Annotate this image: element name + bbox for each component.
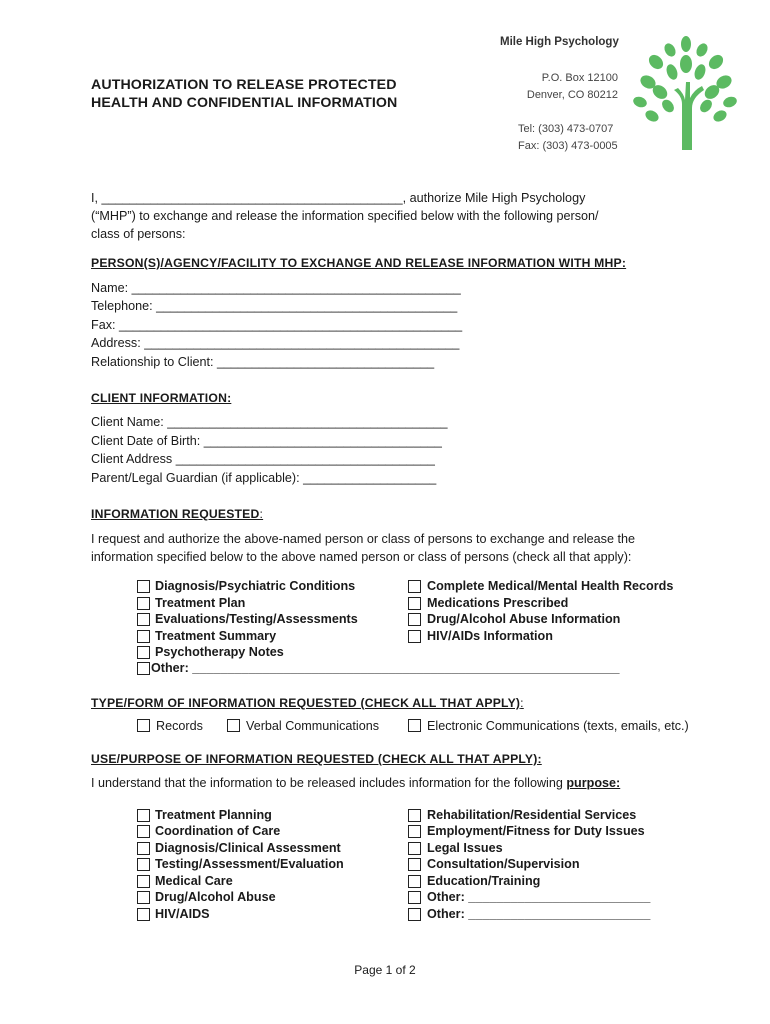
intro-line-1[interactable]: I, ___________________________________________, authorize Mile High Psychology [91, 191, 586, 205]
checkbox-treatment-plan[interactable] [137, 597, 150, 610]
info-para-line-2: information specified below to the above named person or class of persons (check all that apply): [91, 550, 632, 564]
option-label: Drug/Alcohol Abuse Information [427, 612, 621, 626]
po-box: P.O. Box 12100 [541, 72, 618, 84]
title-line-2: HEALTH AND CONFIDENTIAL INFORMATION [91, 95, 398, 111]
checkbox-diagnosis-clinical[interactable] [137, 842, 150, 855]
person-telephone-field[interactable]: Telephone: ___________________________________________ [91, 299, 458, 313]
checkbox-legal-issues[interactable] [408, 842, 421, 855]
option-label: Rehabilitation/Residential Services [427, 808, 637, 822]
guardian-field[interactable]: Parent/Legal Guardian (if applicable): ___________________ [91, 471, 437, 485]
use-purpose-paragraph [91, 776, 620, 790]
other-info-field[interactable]: Other: _____________________________________________________________ [151, 661, 620, 675]
checkbox-drug-alcohol-abuse[interactable] [137, 891, 150, 904]
client-heading: CLIENT INFORMATION: [91, 391, 232, 405]
title-line-1: AUTHORIZATION TO RELEASE PROTECTED [91, 77, 397, 93]
info-requested-colon: : [259, 507, 264, 521]
option-label: Education/Training [427, 874, 541, 888]
info-requested-paragraph [91, 530, 711, 566]
form-title [91, 76, 397, 112]
checkbox-verbal[interactable] [227, 719, 240, 732]
relationship-field[interactable]: Relationship to Client: _______________________________ [91, 355, 435, 369]
option-label: Diagnosis/Psychiatric Conditions [155, 579, 356, 593]
type-form-colon: : [520, 696, 524, 710]
option-label: Employment/Fitness for Duty Issues [427, 824, 645, 838]
client-dob-field[interactable]: Client Date of Birth: __________________________________ [91, 434, 442, 448]
option-label: Testing/Assessment/Evaluation [155, 857, 344, 871]
person-fax-field[interactable]: Fax: _________________________________________________ [91, 318, 463, 332]
option-label: Treatment Planning [155, 808, 272, 822]
checkbox-other-info[interactable] [137, 662, 150, 675]
intro-line-3: class of persons: [91, 227, 186, 241]
checkbox-treatment-summary[interactable] [137, 630, 150, 643]
intro-paragraph [91, 189, 661, 243]
checkbox-education-training[interactable] [408, 875, 421, 888]
checkbox-diagnosis-psychiatric[interactable] [137, 580, 150, 593]
checkbox-other-purpose-2[interactable] [408, 908, 421, 921]
info-requested-title: INFORMATION REQUESTED [91, 507, 260, 521]
person-address-field[interactable]: Address: _____________________________________________ [91, 336, 460, 350]
checkbox-consultation[interactable] [408, 858, 421, 871]
option-label: Electronic Communications (texts, emails, etc.) [427, 719, 689, 733]
option-label: Medical Care [155, 874, 233, 888]
type-form-heading [91, 696, 524, 710]
other-purpose-field-1[interactable]: Other: __________________________ [427, 890, 651, 904]
intro-line-2: (“MHP”) to exchange and release the information specified below with the following person/ [91, 209, 599, 223]
info-para-line-1: I request and authorize the above-named person or class of persons to exchange and release the [91, 532, 635, 546]
checkbox-medications[interactable] [408, 597, 421, 610]
option-label: Evaluations/Testing/Assessments [155, 612, 358, 626]
option-label: Records [156, 719, 203, 733]
checkbox-testing-assessment[interactable] [137, 858, 150, 871]
checkbox-records[interactable] [137, 719, 150, 732]
person-name-field[interactable]: Name: _______________________________________________ [91, 281, 461, 295]
option-label: Diagnosis/Clinical Assessment [155, 841, 341, 855]
checkbox-hiv-aids[interactable] [137, 908, 150, 921]
client-name-field[interactable]: Client Name: ________________________________________ [91, 415, 448, 429]
checkbox-other-purpose-1[interactable] [408, 891, 421, 904]
use-purpose-heading: USE/PURPOSE OF INFORMATION REQUESTED (CHECK ALL THAT APPLY): [91, 752, 542, 766]
option-label: HIV/AIDS [155, 907, 210, 921]
checkbox-employment-fitness[interactable] [408, 825, 421, 838]
tree-logo-icon [628, 34, 740, 152]
client-address-field[interactable]: Client Address _____________________________________ [91, 452, 435, 466]
org-name: Mile High Psychology [500, 36, 619, 48]
option-label: Consultation/Supervision [427, 857, 580, 871]
telephone: Tel: (303) 473-0707 [518, 123, 614, 135]
fax: Fax: (303) 473-0005 [518, 140, 618, 152]
checkbox-coordination-of-care[interactable] [137, 825, 150, 838]
option-label: Psychotherapy Notes [155, 645, 284, 659]
option-label: Verbal Communications [246, 719, 379, 733]
info-requested-heading [91, 507, 263, 521]
purpose-emphasis: purpose: [566, 776, 621, 790]
org-contact [518, 121, 618, 155]
other-purpose-field-2[interactable]: Other: __________________________ [427, 907, 651, 921]
option-label: Treatment Plan [155, 596, 246, 610]
purpose-para-text: I understand that the information to be released includes information for the following [91, 776, 567, 790]
checkbox-psychotherapy-notes[interactable] [137, 646, 150, 659]
checkbox-rehabilitation[interactable] [408, 809, 421, 822]
page-number: Page 1 of 2 [354, 963, 416, 977]
option-label: Complete Medical/Mental Health Records [427, 579, 674, 593]
checkbox-complete-records[interactable] [408, 580, 421, 593]
checkbox-medical-care[interactable] [137, 875, 150, 888]
option-label: Drug/Alcohol Abuse [155, 890, 276, 904]
option-label: Treatment Summary [155, 629, 277, 643]
option-label: Legal Issues [427, 841, 503, 855]
option-label: Coordination of Care [155, 824, 281, 838]
checkbox-hiv-aids-info[interactable] [408, 630, 421, 643]
checkbox-evaluations[interactable] [137, 613, 150, 626]
city: Denver, CO 80212 [526, 89, 618, 101]
option-label: Medications Prescribed [427, 596, 569, 610]
checkbox-electronic[interactable] [408, 719, 421, 732]
org-address [522, 70, 618, 104]
type-form-title: TYPE/FORM OF INFORMATION REQUESTED (CHECK ALL THAT APPLY) [91, 696, 521, 710]
checkbox-drug-alcohol-info[interactable] [408, 613, 421, 626]
option-label: HIV/AIDs Information [427, 629, 553, 643]
persons-heading: PERSON(S)/AGENCY/FACILITY TO EXCHANGE AND RELEASE INFORMATION WITH MHP: [91, 256, 627, 270]
checkbox-treatment-planning[interactable] [137, 809, 150, 822]
